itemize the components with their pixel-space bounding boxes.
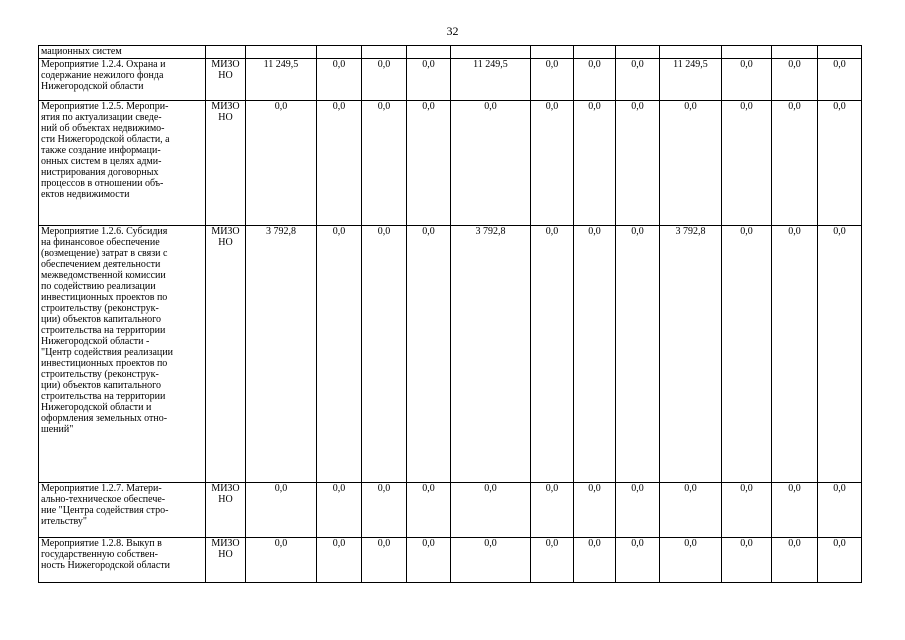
activity-name-line: "Центр содействия реализации — [41, 347, 173, 358]
activity-name-line: ально-техническое обеспече- — [41, 494, 166, 505]
executor-cell — [206, 538, 246, 583]
value-cell: 0,0 — [574, 538, 616, 583]
value-cell: 0,0 — [616, 226, 660, 483]
value-cell: 0,0 — [722, 483, 772, 538]
activity-name-cell — [39, 226, 206, 483]
value-cell: 0,0 — [722, 538, 772, 583]
value-cell: 0,0 — [616, 538, 660, 583]
table-row — [39, 538, 862, 583]
value-cell — [531, 46, 574, 59]
executor-cell — [206, 226, 246, 483]
activity-name-line: Нижегородской области и — [41, 402, 152, 413]
table-row — [39, 59, 862, 101]
value-cell: 0,0 — [818, 59, 862, 101]
value-cell: 0,0 — [772, 101, 818, 226]
value-cell: 0,0 — [616, 101, 660, 226]
table-row — [39, 46, 862, 59]
value-cell: 0,0 — [818, 101, 862, 226]
value-cell: 0,0 — [246, 101, 317, 226]
table-row — [39, 483, 862, 538]
value-cell: 0,0 — [317, 483, 362, 538]
page-number: 32 — [446, 24, 459, 38]
value-cell: 0,0 — [407, 483, 451, 538]
value-cell — [722, 46, 772, 59]
value-cell: 0,0 — [722, 226, 772, 483]
activity-name-cell — [39, 483, 206, 538]
value-cell: 0,0 — [407, 538, 451, 583]
activity-name-line: онных систем в целях адми- — [41, 156, 162, 167]
activity-name-line: ние "Центра содействия стро- — [41, 505, 169, 516]
value-cell: 0,0 — [818, 538, 862, 583]
value-cell: 0,0 — [362, 59, 407, 101]
value-cell: 0,0 — [451, 101, 531, 226]
activity-name-line: ительству" — [41, 516, 87, 527]
activity-name-line: ции) объектов капитального — [41, 314, 162, 325]
value-cell — [246, 46, 317, 59]
value-cell: 0,0 — [660, 101, 722, 226]
activity-name-line: ность Нижегородской области — [41, 560, 170, 571]
activity-name-line: Мероприятие 1.2.8. Выкуп в — [41, 538, 162, 549]
activity-name-line: Нижегородской области - — [41, 336, 150, 347]
value-cell: 11 249,5 — [660, 59, 722, 101]
value-cell — [317, 46, 362, 59]
executor-cell — [206, 101, 246, 226]
value-cell: 0,0 — [772, 483, 818, 538]
activity-name-line: Нижегородской области — [41, 81, 144, 92]
activity-name-line: содержание нежилого фонда — [41, 70, 164, 81]
activity-name-line: сти Нижегородской области, а — [41, 134, 170, 145]
executor-line: МИЗО — [211, 226, 240, 237]
value-cell: 0,0 — [362, 101, 407, 226]
activity-name-line: строительства на территории — [41, 391, 166, 402]
activity-name-line: Мероприятие 1.2.4. Охрана и — [41, 59, 166, 70]
activity-name-line: ектов недвижимости — [41, 189, 130, 200]
executor-line: НО — [218, 237, 233, 248]
value-cell — [574, 46, 616, 59]
value-cell: 0,0 — [660, 538, 722, 583]
executor-cell — [206, 46, 246, 59]
value-cell: 0,0 — [407, 59, 451, 101]
value-cell: 3 792,8 — [451, 226, 531, 483]
activity-name-line: процессов в отношении объ- — [41, 178, 164, 189]
budget-table — [38, 45, 862, 583]
value-cell: 0,0 — [317, 59, 362, 101]
activity-name-line: ции) объектов капитального — [41, 380, 162, 391]
value-cell: 0,0 — [362, 226, 407, 483]
value-cell: 0,0 — [407, 101, 451, 226]
value-cell — [772, 46, 818, 59]
activity-name-line: государственную собствен- — [41, 549, 159, 560]
executor-line: МИЗО — [211, 59, 240, 70]
value-cell: 0,0 — [362, 538, 407, 583]
executor-line: НО — [218, 494, 233, 505]
activity-name-line: ятия по актуализации сведе- — [41, 112, 162, 123]
value-cell: 0,0 — [531, 59, 574, 101]
activity-name-line: мационных систем — [41, 46, 122, 57]
table-row — [39, 226, 862, 483]
value-cell: 0,0 — [407, 226, 451, 483]
activity-name-line: Мероприятие 1.2.7. Матери- — [41, 483, 162, 494]
executor-line: НО — [218, 112, 233, 123]
value-cell: 0,0 — [722, 59, 772, 101]
activity-name-line: строительству (реконструк- — [41, 369, 159, 380]
executor-line: НО — [218, 70, 233, 81]
activity-name-line: строительству (реконструк- — [41, 303, 159, 314]
value-cell: 0,0 — [574, 101, 616, 226]
value-cell: 0,0 — [574, 226, 616, 483]
activity-name-line: ний об объектах недвижимо- — [41, 123, 165, 134]
value-cell — [660, 46, 722, 59]
activity-name-cell — [39, 538, 206, 583]
value-cell: 0,0 — [772, 538, 818, 583]
activity-name-line: обеспечением деятельности — [41, 259, 161, 270]
activity-name-line: инвестиционных проектов по — [41, 358, 168, 369]
activity-name-line: Мероприятие 1.2.5. Меропри- — [41, 101, 169, 112]
activity-name-line: (возмещение) затрат в связи с — [41, 248, 168, 259]
value-cell: 11 249,5 — [246, 59, 317, 101]
value-cell — [818, 46, 862, 59]
activity-name-line: Мероприятие 1.2.6. Субсидия — [41, 226, 168, 237]
value-cell: 0,0 — [616, 59, 660, 101]
value-cell — [451, 46, 531, 59]
activity-name-line: по содействию реализации — [41, 281, 156, 292]
value-cell: 0,0 — [451, 483, 531, 538]
value-cell: 3 792,8 — [246, 226, 317, 483]
value-cell: 0,0 — [818, 483, 862, 538]
value-cell — [407, 46, 451, 59]
executor-cell — [206, 483, 246, 538]
value-cell: 0,0 — [660, 483, 722, 538]
executor-line: МИЗО — [211, 538, 240, 549]
activity-name-line: инвестиционных проектов по — [41, 292, 168, 303]
value-cell: 0,0 — [317, 101, 362, 226]
value-cell: 0,0 — [317, 538, 362, 583]
value-cell: 0,0 — [772, 59, 818, 101]
value-cell: 0,0 — [772, 226, 818, 483]
value-cell: 0,0 — [362, 483, 407, 538]
value-cell: 0,0 — [531, 226, 574, 483]
value-cell: 0,0 — [574, 483, 616, 538]
value-cell: 3 792,8 — [660, 226, 722, 483]
activity-name-line: также создание информаци- — [41, 145, 161, 156]
activity-name-line: нистрирования договорных — [41, 167, 159, 178]
value-cell: 11 249,5 — [451, 59, 531, 101]
executor-line: МИЗО — [211, 483, 240, 494]
activity-name-line: шений" — [41, 424, 74, 435]
value-cell — [362, 46, 407, 59]
value-cell: 0,0 — [818, 226, 862, 483]
value-cell: 0,0 — [531, 538, 574, 583]
value-cell: 0,0 — [246, 483, 317, 538]
value-cell: 0,0 — [574, 59, 616, 101]
value-cell: 0,0 — [317, 226, 362, 483]
activity-name-cell — [39, 59, 206, 101]
activity-name-line: межведомственной комиссии — [41, 270, 166, 281]
value-cell: 0,0 — [531, 101, 574, 226]
value-cell: 0,0 — [246, 538, 317, 583]
value-cell: 0,0 — [722, 101, 772, 226]
executor-line: НО — [218, 549, 233, 560]
executor-cell — [206, 59, 246, 101]
value-cell: 0,0 — [451, 538, 531, 583]
activity-name-cell — [39, 46, 206, 59]
value-cell: 0,0 — [616, 483, 660, 538]
value-cell: 0,0 — [531, 483, 574, 538]
activity-name-line: на финансовое обеспечение — [41, 237, 160, 248]
activity-name-cell — [39, 101, 206, 226]
executor-line: МИЗО — [211, 101, 240, 112]
table-row — [39, 101, 862, 226]
activity-name-line: оформления земельных отно- — [41, 413, 168, 424]
activity-name-line: строительства на территории — [41, 325, 166, 336]
value-cell — [616, 46, 660, 59]
